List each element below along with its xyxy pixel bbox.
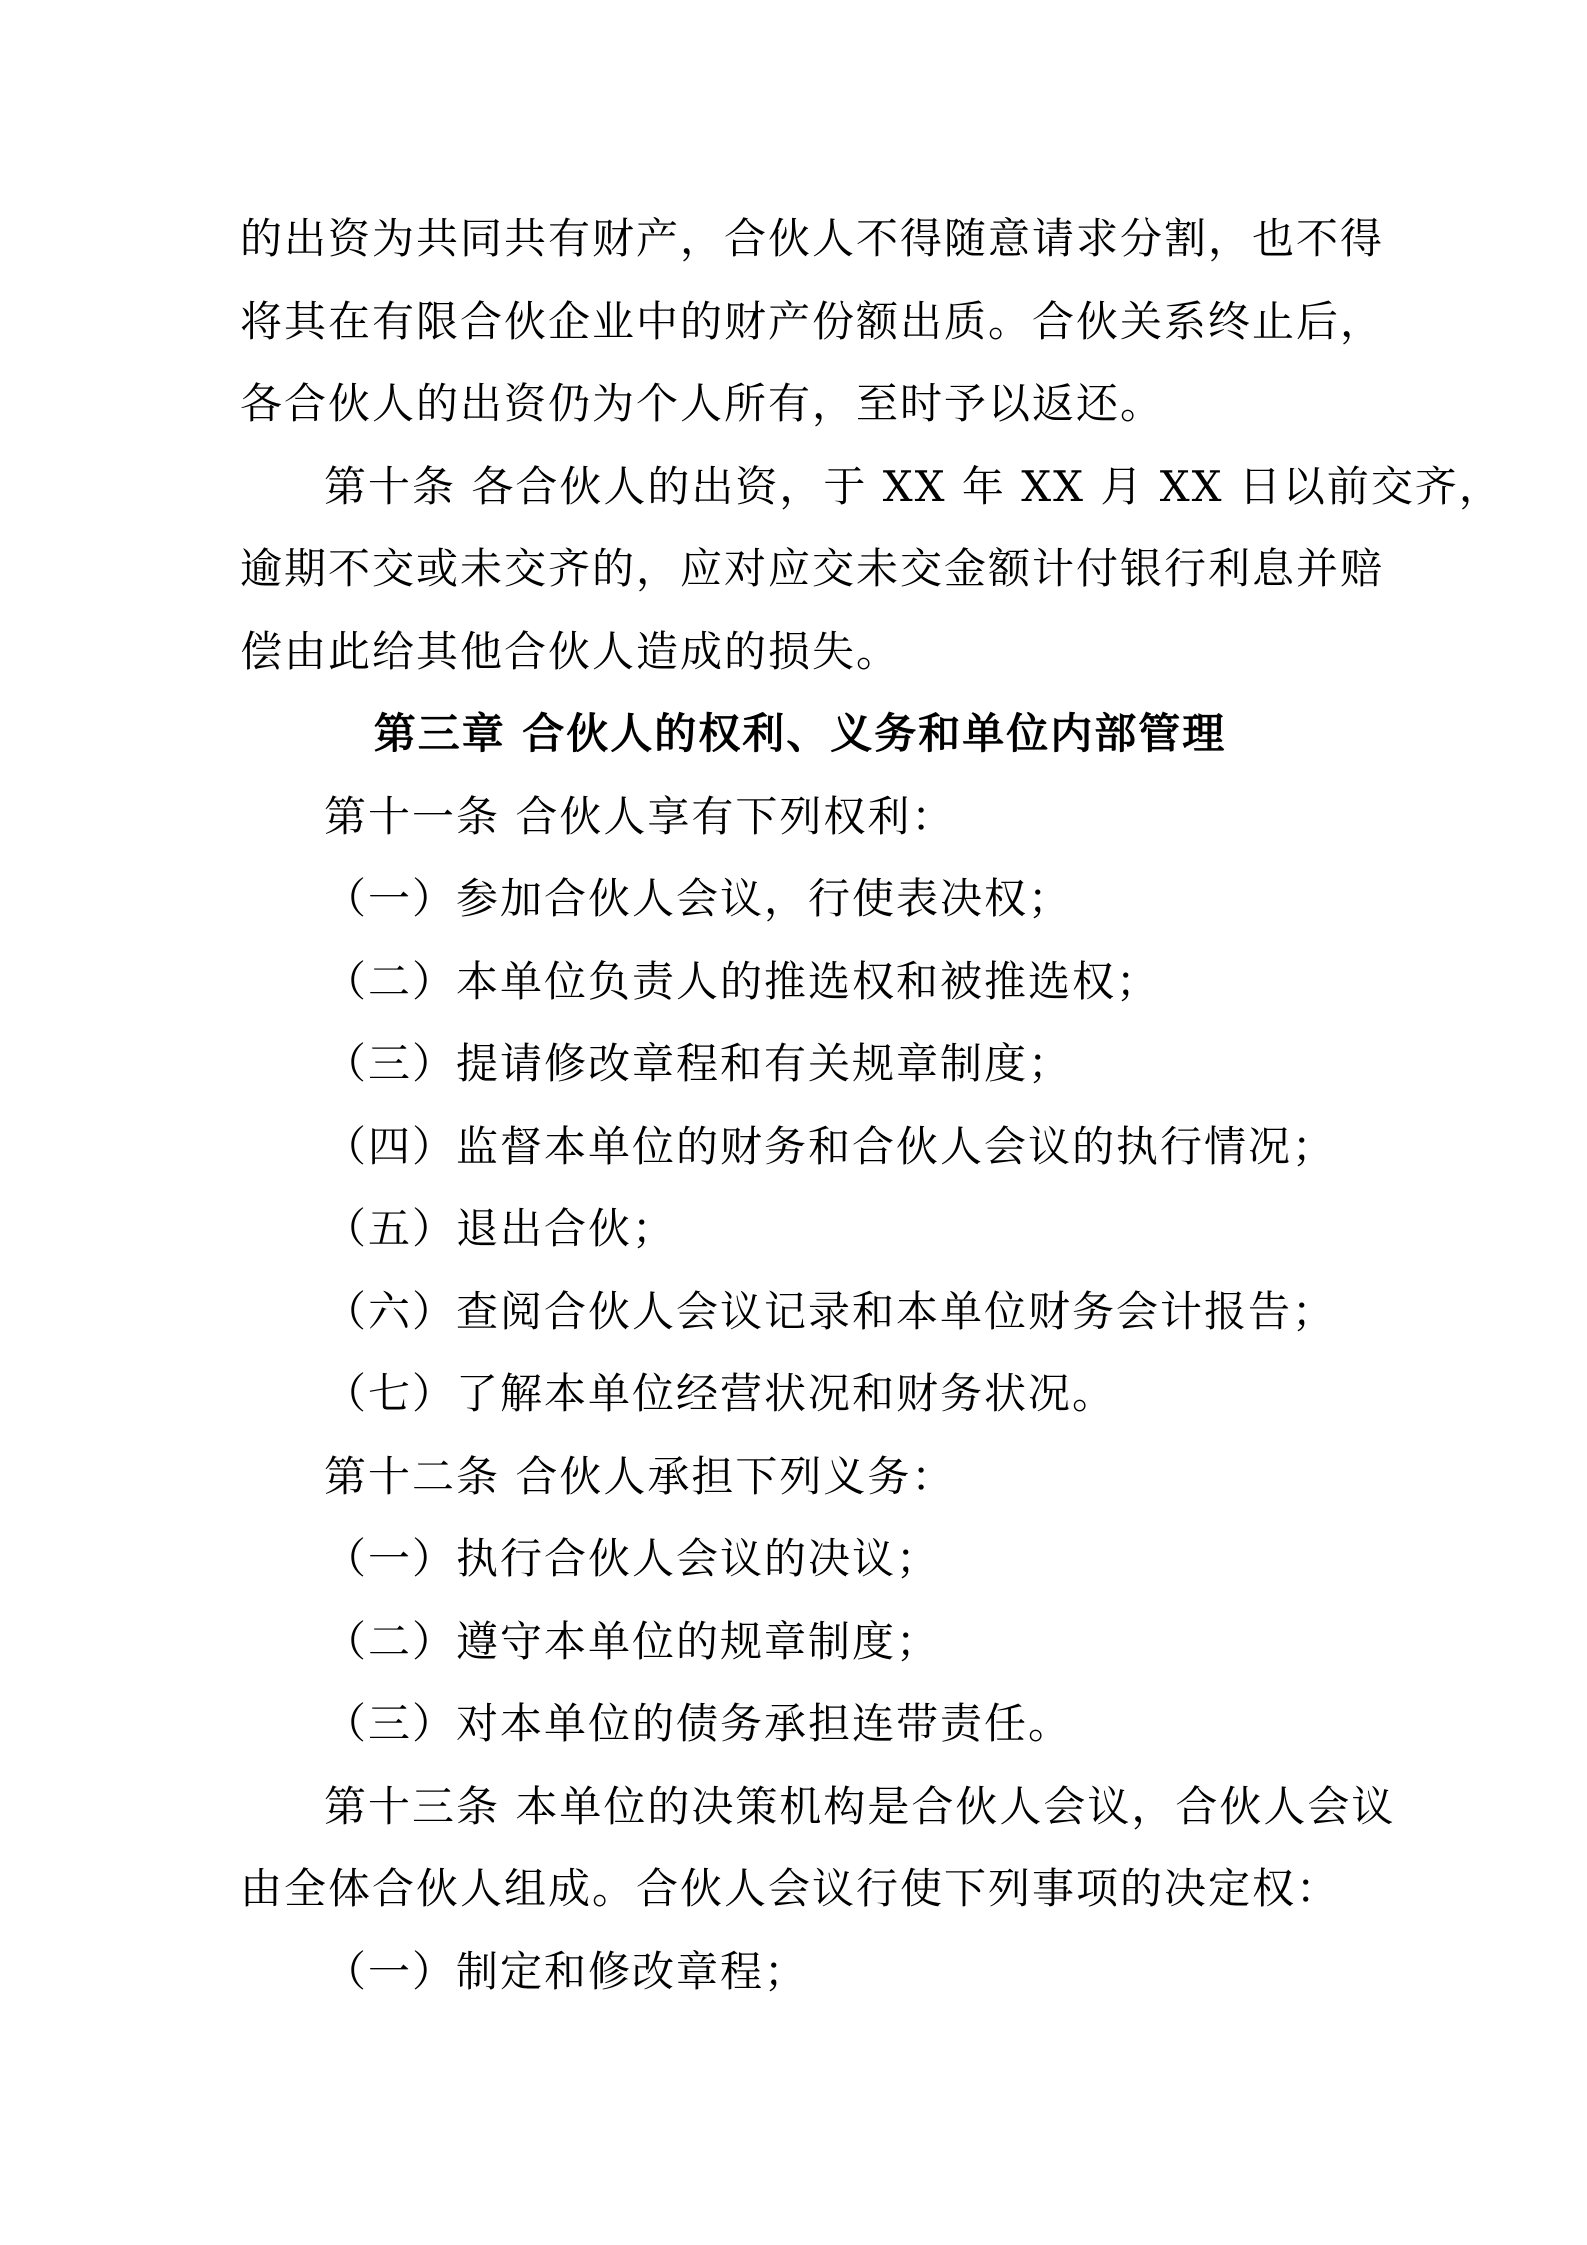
article-10-line: 逾期不交或未交齐的，应对应交未交金额计付银行利息并赔 <box>240 544 1385 593</box>
list-item: （一）制定和修改章程； <box>324 1946 809 1996</box>
article-11-title: 第十一条 合伙人享有下列权利： <box>324 791 956 841</box>
list-item: （三）对本单位的债务承担连带责任。 <box>324 1699 1073 1748</box>
document-body <box>240 198 1503 2013</box>
paragraph-line: 的出资为共同共有财产，合伙人不得随意请求分割，也不得 <box>240 214 1385 263</box>
paragraph-line: 各合伙人的出资仍为个人所有，至时予以返还。 <box>240 379 1165 428</box>
list-item: （二）遵守本单位的规章制度； <box>324 1616 941 1666</box>
list-item: （一）执行合伙人会议的决议； <box>324 1534 941 1583</box>
list-item: （五）退出合伙； <box>324 1204 677 1253</box>
list-item: （三）提请修改章程和有关规章制度； <box>324 1039 1073 1088</box>
paragraph-line: 将其在有限合伙企业中的财产份额出质。合伙关系终止后， <box>240 296 1385 346</box>
list-item: （二）本单位负责人的推选权和被推选权； <box>324 956 1161 1006</box>
article-12-title: 第十二条 合伙人承担下列义务： <box>324 1451 956 1501</box>
list-item: （七）了解本单位经营状况和财务状况。 <box>324 1369 1117 1418</box>
article-13-line: 由全体合伙人组成。合伙人会议行使下列事项的决定权： <box>240 1864 1341 1913</box>
list-item: （一）参加合伙人会议，行使表决权； <box>324 874 1073 923</box>
article-13-line: 第十三条 本单位的决策机构是合伙人会议，合伙人会议 <box>324 1781 1396 1831</box>
article-10-line: 偿由此给其他合伙人造成的损失。 <box>240 626 901 676</box>
article-10-line: 第十条 各合伙人的出资，于 XX 年 XX 月 XX 日以前交齐， <box>324 461 1503 511</box>
list-item: （六）查阅合伙人会议记录和本单位财务会计报告； <box>324 1286 1337 1336</box>
chapter-heading: 第三章 合伙人的权利、义务和单位内部管理 <box>373 709 1227 758</box>
list-item: （四）监督本单位的财务和合伙人会议的执行情况； <box>324 1121 1337 1171</box>
